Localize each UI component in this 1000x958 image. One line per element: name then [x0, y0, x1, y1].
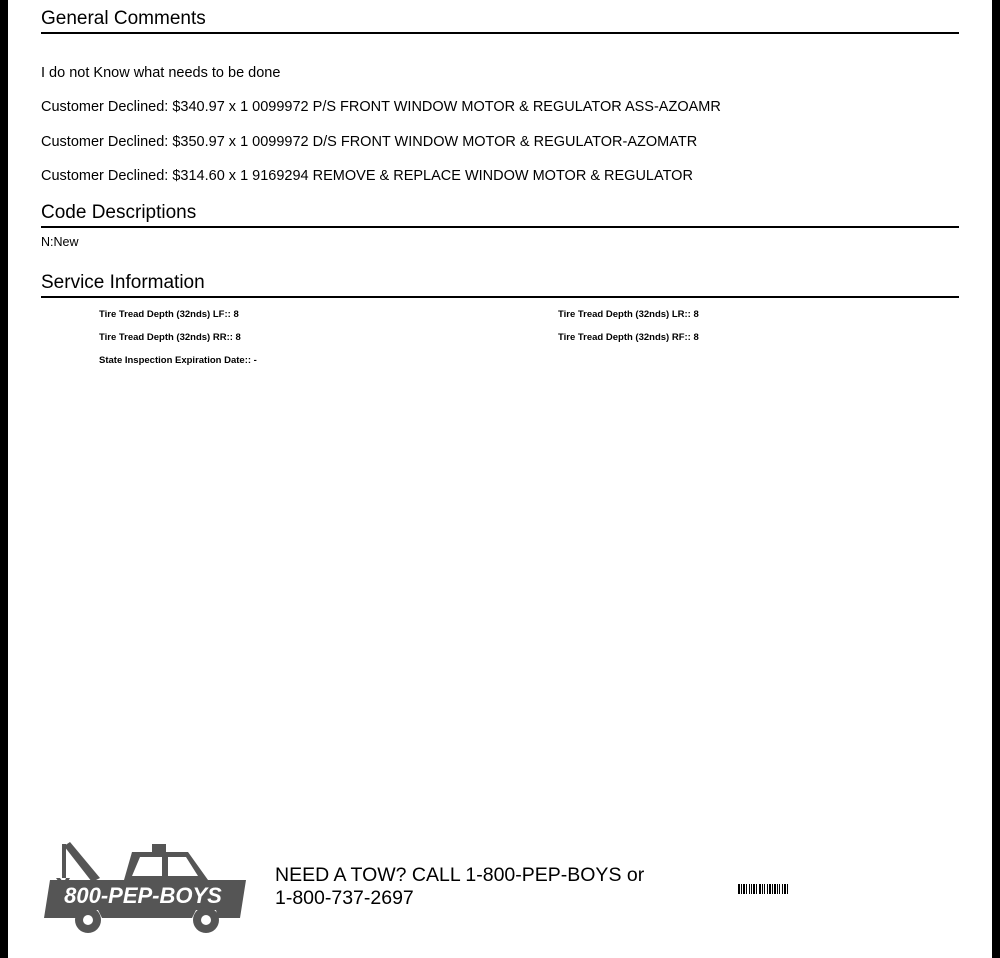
barcode-bar: [782, 884, 783, 894]
general-comments-heading: General Comments: [41, 8, 959, 34]
barcode-bar: [787, 884, 788, 894]
service-item-value: -: [253, 355, 257, 366]
comment-line: Customer Declined: $350.97 x 1 0099972 D/S FRONT WINDOW MOTOR & REGULATOR-AZOMATR: [41, 134, 698, 150]
barcode-bar: [759, 884, 761, 894]
barcode-bar: [746, 884, 747, 894]
barcode-bar: [779, 884, 780, 894]
service-item-label: Tire Tread Depth (32nds) RR::: [99, 332, 233, 343]
service-item-value: 8: [693, 332, 699, 343]
tow-line-1: NEED A TOW? CALL 1-800-PEP-BOYS or: [275, 864, 645, 886]
service-item-value: 8: [693, 309, 699, 320]
barcode-bar: [751, 884, 752, 894]
barcode-bar: [774, 884, 776, 894]
barcode-bar: [738, 884, 740, 894]
barcode-bar: [784, 884, 786, 894]
barcode-bar: [772, 884, 773, 894]
barcode-bar: [743, 884, 745, 894]
comment-line: Customer Declined: $340.97 x 1 0099972 P/S FRONT WINDOW MOTOR & REGULATOR ASS-AZOAMR: [41, 99, 721, 115]
service-item-lf: [99, 309, 239, 321]
service-information-heading: Service Information: [41, 272, 959, 298]
barcode-bar: [741, 884, 742, 894]
service-item-rf: [558, 332, 699, 344]
service-item-label: Tire Tread Depth (32nds) LR::: [558, 309, 691, 320]
service-item-value: 8: [235, 332, 241, 343]
code-descriptions-heading: Code Descriptions: [41, 202, 959, 228]
document-page: [8, 0, 992, 958]
barcode-bar: [767, 884, 768, 894]
comment-line: I do not Know what needs to be done: [41, 65, 281, 81]
logo-text: 800-PEP-BOYS: [64, 883, 222, 908]
barcode-bar: [749, 884, 750, 894]
service-item-label: Tire Tread Depth (32nds) RF::: [558, 332, 691, 343]
service-item-value: 8: [233, 309, 239, 320]
barcode-bar: [769, 884, 771, 894]
service-item-rr: [99, 332, 241, 344]
service-item-label: State Inspection Expiration Date::: [99, 355, 252, 366]
barcode-bar: [753, 884, 755, 894]
barcode-bar: [762, 884, 763, 894]
barcode: [738, 884, 822, 894]
comment-line: Customer Declined: $314.60 x 1 9169294 REMOVE & REPLACE WINDOW MOTOR & REGULATOR: [41, 168, 693, 184]
tow-message: [275, 864, 695, 910]
barcode-bar: [756, 884, 757, 894]
barcode-bar: [777, 884, 778, 894]
tow-line-2: 1-800-737-2697: [275, 887, 414, 909]
service-item-label: Tire Tread Depth (32nds) LF::: [99, 309, 231, 320]
tow-truck-logo: [40, 838, 246, 938]
service-item-lr: [558, 309, 699, 321]
code-description-line: N:New: [41, 235, 79, 249]
service-item-inspection: [99, 355, 257, 367]
barcode-bar: [764, 884, 765, 894]
